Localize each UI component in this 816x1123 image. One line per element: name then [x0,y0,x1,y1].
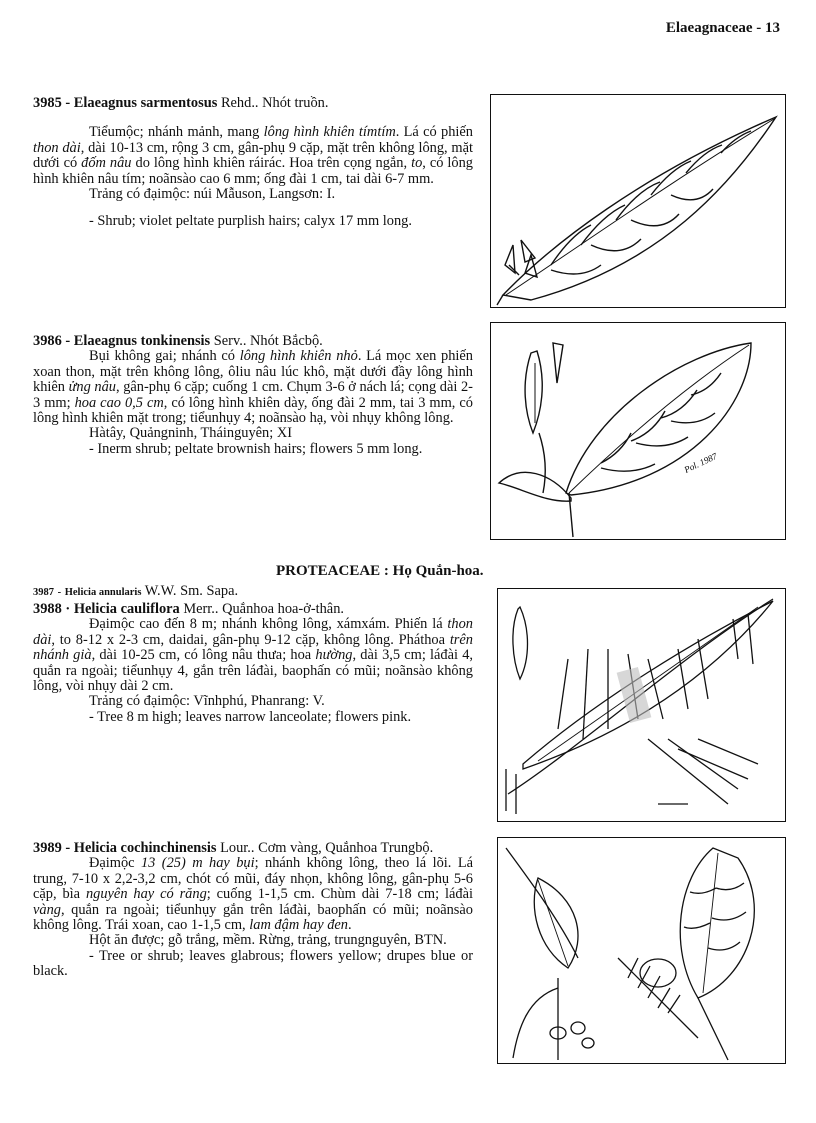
scientific-name: Elaeagnus tonkinensis [73,333,211,349]
scientific-name: Helicia cochinchinensis [73,840,217,856]
illustration-helicia-cochinchinensis [497,837,786,1064]
locality: Trảng có đạimộc: Vĩnhphú, Phanrang: V. [89,693,325,710]
entry-title: 3987 - Helicia annularis W.W. Sm. Sapa. [33,583,239,599]
authority-common-name: Rehd.. Nhót truồn. [220,95,329,111]
english-summary: - Shrub; violet peltate purplish hairs; calyx 17 mm long. [89,213,412,230]
entry-3985 [33,96,473,230]
entry-title: 3989 - Helicia cochinchinensis Lour.. Cơm vàng, Quắnhoa Trungbộ. [33,840,434,856]
authority-common-name: Serv.. Nhót Bắcbộ. [213,333,323,349]
scientific-name: Elaeagnus sarmentosus [73,95,218,111]
leaf-drawing [498,589,785,821]
entry-3989 [33,841,473,980]
illustrator-signature: Pol. 1987 [682,450,719,475]
entry-3988 [33,602,473,725]
leaf-drawing [491,95,785,307]
entry-title: 3986 - Elaeagnus tonkinensis Serv.. Nhót Bắcbộ. [33,333,323,349]
vietnamese-description: Bụi không gai; nhánh có lông hình khiên nhỏ. Lá mọc xen phiến xoan thon, mặt trên không lông, ôliu nâu lúc khô, mặt dưới đầy lông hình khiên ửng nâu, gân-phụ 6 cặp; cuống 1 cm. Chụm 3-6 ở nách lá; cọng dài 2-3 mm; hoa cao 0,5 cm, có lông hình khiên dày, ống đài 2 mm, tai 3 mm, có lông hình khiên mặt trong; tiểunhụy 4; noãnsào hạ, vòi nhụy không lông. [33,348,473,427]
locality: Trảng có đạimộc: núi Mẫuson, Langsơn: I. [89,186,336,203]
scientific-name: Helicia cauliflora [73,601,180,617]
entry-number: 3985 [33,95,62,111]
section-heading: PROTEACEAE : Họ Quắn-hoa. [276,563,484,579]
authority-common-name: W.W. Sm. Sapa. [144,583,239,599]
vietnamese-description: Tiểumộc; nhánh mảnh, mang lông hình khiên tímtím. Lá có phiến thon dài, dài 10-13 cm, rộng 3 cm, gân-phụ 9 cặp, mặt trên không lông, mặt dưới có đốm nâu do lông hình khiên ráirác. Hoa trên cọng ngắn, to, có lông hình khiên nâu tím; noãnsào cao 6 mm; ống đài 1 cm, tai dài 6-7 mm. [33,124,474,187]
english-summary: - Tree or shrub; leaves glabrous; flowers yellow; drupes blue or black. [33,947,473,980]
english-summary: - Tree 8 m high; leaves narrow lanceolate; flowers pink. [89,708,412,725]
english-summary: - Inerm shrub; peltate brownish hairs; flowers 5 mm long. [89,440,423,457]
entry-title: 3985 - Elaeagnus sarmentosus Rehd.. Nhót truồn. [33,95,329,111]
entry-number: 3986 [33,333,62,349]
entry-number: 3987 [33,587,54,598]
entry-number: 3989 [33,840,62,856]
vietnamese-description: Đạimộc cao đến 8 m; nhánh không lông, xámxám. Phiến lá thon dài, to 8-12 x 2-3 cm, daidai, gân-phụ 9-12 cặp, không lông. Pháthoa trên nhánh già, dài 10-25 cm, có lông nâu thưa; hoa hường, dài 3,5 cm; láđài 4, quắn ra ngoài; tiểunhụy 4, gắn trên láđài, baophấn có mũi; noãnsào không lông, vòi nhụy dài 2 cm. [33,616,473,695]
authority-common-name: Merr.. Quắnhoa hoa-ở-thân. [183,601,344,617]
vietnamese-description: Đạimộc 13 (25) m hay bụi; nhánh không lông, theo lá lõi. Lá trung, 7-10 x 2,2-3,2 cm, chót có mũi, đáy nhọn, không lông, gân-phụ 5-6 cặp, bìa nguyên hay có răng; cuống 1-1,5 cm. Chùm dài 7-18 cm; láđài vàng, quắn ra ngoài; tiểunhụy gắn trên láđài, baophấn có mũi; noãnsào không lông. Trái xoan, cao 1-1,5 cm, lam đậm hay đen. [33,855,473,934]
scientific-name: Helicia annularis [64,587,142,598]
bark-stipple [617,667,652,723]
entry-number: 3988 [33,601,62,617]
page-header: Elaeagnaceae - 13 [665,20,780,36]
entry-title: 3988 · Helicia cauliflora Merr.. Quắnhoa hoa-ở-thân. [33,601,344,617]
locality: Hàtây, Quảngninh, Tháinguyên; XI [89,425,293,442]
illustration-elaeagnus-tonkinensis [490,322,786,540]
entry-3987 [33,584,473,600]
illustration-helicia-cauliflora [497,588,786,822]
illustration-elaeagnus-sarmentosus [490,94,786,308]
authority-common-name: Lour.. Cơm vàng, Quắnhoa Trungbộ. [220,840,434,856]
leaf-drawing [491,323,785,539]
leaf-drawing [498,838,785,1063]
locality: Hột ăn được; gỗ trắng, mềm. Rừng, trảng, trungnguyên, BTN. [89,932,447,949]
entry-3986 [33,334,473,457]
